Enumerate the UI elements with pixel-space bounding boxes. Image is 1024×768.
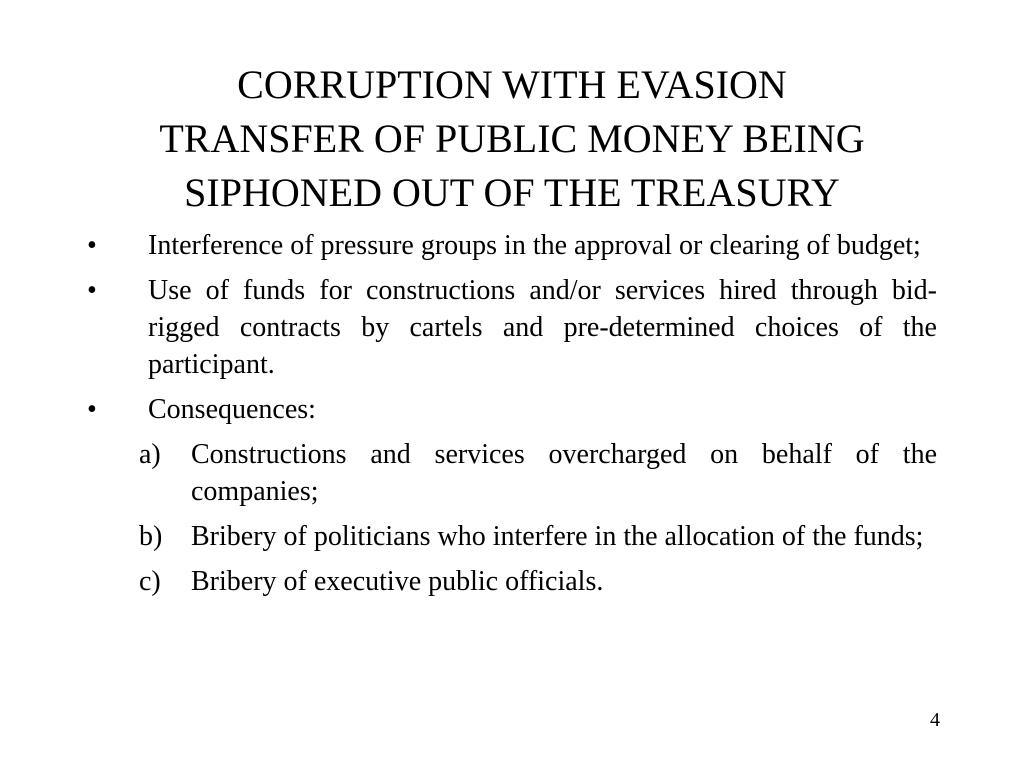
bullet-item	[87, 272, 937, 383]
bullet-item	[87, 391, 937, 428]
consequence-item	[87, 436, 937, 510]
page-number: 4	[930, 709, 940, 731]
consequence-text: Constructions and services overcharged on behalf of the companies;	[191, 439, 937, 507]
bullet-icon: •	[87, 230, 97, 261]
bullet-icon: •	[87, 394, 97, 425]
list-marker: c)	[139, 566, 161, 597]
consequence-text: Bribery of executive public officials.	[191, 566, 604, 597]
bullet-text: Consequences:	[148, 394, 316, 425]
title-line: SIPHONED OUT OF THE TREASURY	[184, 170, 840, 215]
consequence-text: Bribery of politicians who interfere in the allocation of the funds;	[191, 521, 924, 552]
bullet-text: Interference of pressure groups in the approval or clearing of budget;	[148, 230, 921, 261]
slide-body	[87, 227, 937, 608]
title-line: TRANSFER OF PUBLIC MONEY BEING	[159, 116, 865, 161]
bullet-item	[87, 227, 937, 264]
bullet-icon: •	[87, 275, 97, 306]
list-marker: b)	[139, 521, 163, 552]
consequence-item	[87, 563, 937, 600]
consequence-item	[87, 518, 937, 555]
slide-title	[40, 58, 984, 220]
title-line: CORRUPTION WITH EVASION	[237, 62, 787, 107]
bullet-text: Use of funds for constructions and/or services hired through bid-rigged contracts by cartels and pre-determined choices of the participant.	[148, 275, 937, 380]
list-marker: a)	[139, 439, 161, 470]
